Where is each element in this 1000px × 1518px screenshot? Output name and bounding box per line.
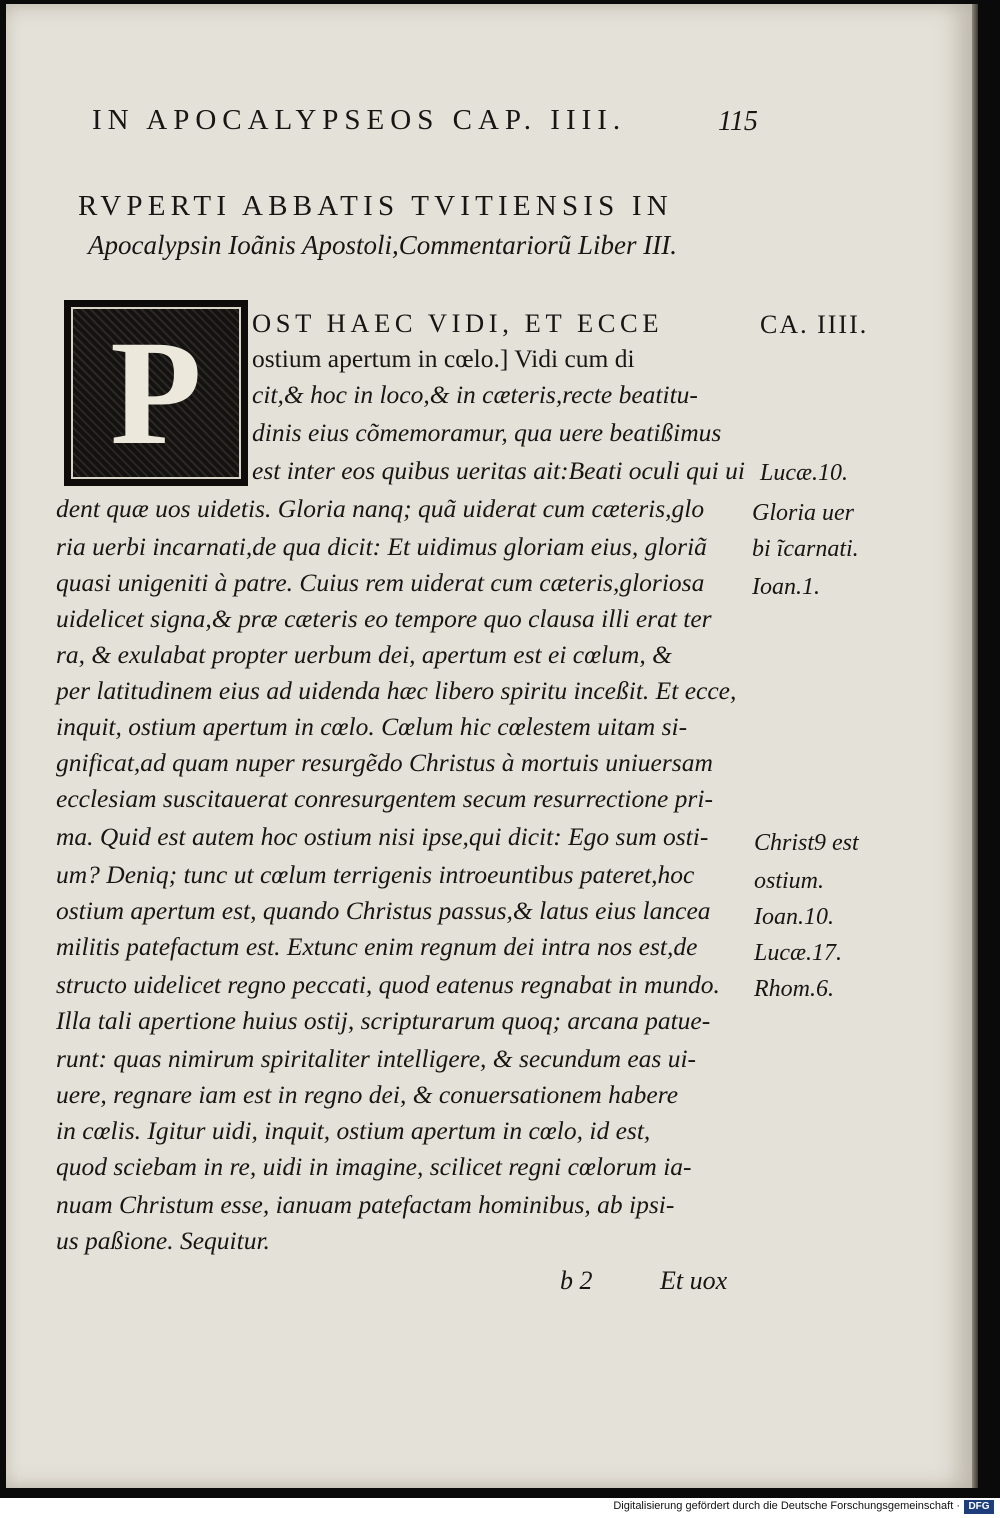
body-line: ecclesiam suscitauerat conresurgentem secum resurrectione pri-	[56, 784, 713, 813]
book-page	[6, 4, 972, 1488]
body-line: uere, regnare iam est in regno dei, & conuersationem habere	[56, 1080, 679, 1109]
initial-letter: P	[71, 307, 241, 479]
body-line: in cœlis. Igitur uidi, inquit, ostium apertum in cœlo, id est,	[56, 1116, 651, 1145]
body-line: quasi unigeniti à patre. Cuius rem uiderat cum cæteris,gloriosa	[56, 568, 705, 597]
body-line: ostium apertum in cœlo.] Vidi cum di	[252, 344, 635, 373]
body-line: cit,& hoc in loco,& in cæteris,recte beatitu-	[252, 380, 698, 409]
margin-note: Christ9 est	[754, 830, 859, 856]
margin-note: Ioan.10.	[754, 904, 834, 930]
signature-mark: b 2	[560, 1266, 593, 1295]
margin-note: Lucæ.10.	[760, 460, 849, 486]
body-line: ma. Quid est autem hoc ostium nisi ipse,qui dicit: Ego sum osti-	[56, 822, 709, 851]
funding-credit: Digitalisierung gefördert durch die Deutsche Forschungsgemeinschaft ·	[613, 1500, 960, 1512]
chapter-label: CA. IIII.	[760, 310, 869, 339]
body-line: per latitudinem eius ad uidenda hæc libero spiritu inceßit. Et ecce,	[56, 676, 737, 705]
body-line: nuam Christum esse, ianuam patefactam hominibus, ab ipsi-	[56, 1190, 675, 1219]
margin-note: Ioan.1.	[752, 574, 820, 600]
margin-note: Lucæ.17.	[754, 940, 843, 966]
margin-note: bi ĩcarnati.	[752, 536, 859, 562]
running-head: IN APOCALYPSEOS CAP. IIII.	[92, 104, 627, 136]
body-line: est inter eos quibus ueritas ait:Beati oculi qui ui	[252, 456, 745, 485]
margin-note: Rhom.6.	[754, 976, 834, 1002]
margin-note: Gloria uer	[752, 500, 854, 526]
body-line: militis patefactum est. Extunc enim regnum dei intra nos est,de	[56, 932, 698, 961]
title-line-2: Apocalypsin Ioãnis Apostoli,Commentariorũ Liber III.	[88, 230, 677, 260]
body-line: OST HAEC VIDI, ET ECCE	[252, 308, 664, 338]
body-line: uidelicet signa,& præ cæteris eo tempore quo clausa illi erat ter	[56, 604, 712, 633]
body-line: gnificat,ad quam nuper resurgẽdo Christus à mortuis uniuersam	[56, 748, 713, 777]
margin-note: ostium.	[754, 868, 825, 894]
catchword: Et uox	[660, 1266, 728, 1295]
body-line: structo uidelicet regno peccati, quod eatenus regnabat in mundo.	[56, 970, 720, 999]
body-line: dent quæ uos uidetis. Gloria nanq; quã uiderat cum cæteris,glo	[56, 494, 705, 523]
body-line: quod sciebam in re, uidi in imagine, scilicet regni cœlorum ia-	[56, 1152, 692, 1181]
body-line: ra, & exulabat propter uerbum dei, apertum est ei cœlum, &	[56, 640, 672, 669]
body-line: ria uerbi incarnati,de qua dicit: Et uidimus gloriam eius, gloriã	[56, 532, 707, 561]
body-line: inquit, ostium apertum in cœlo. Cœlum hic cœlestem uitam si-	[56, 712, 688, 741]
credit-bar	[0, 1498, 1000, 1518]
title-line-1: RVPERTI ABBATIS TVITIENSIS IN	[78, 190, 673, 222]
decorated-initial	[64, 300, 248, 486]
body-line: um? Deniq; tunc ut cœlum terrigenis introeuntibus pateret,hoc	[56, 860, 695, 889]
page-number: 115	[718, 106, 758, 137]
body-line: dinis eius cõmemoramur, qua uere beatißimus	[252, 418, 722, 447]
dfg-logo: DFG	[964, 1500, 994, 1514]
body-line: Illa tali apertione huius ostij, scripturarum quoq; arcana patue-	[56, 1006, 711, 1035]
body-line: ostium apertum est, quando Christus passus,& latus eius lancea	[56, 896, 711, 925]
body-line: us paßione. Sequitur.	[56, 1226, 270, 1255]
page-edge	[972, 4, 978, 1488]
body-line: runt: quas nimirum spiritaliter intelligere, & secundum eas ui-	[56, 1044, 697, 1073]
